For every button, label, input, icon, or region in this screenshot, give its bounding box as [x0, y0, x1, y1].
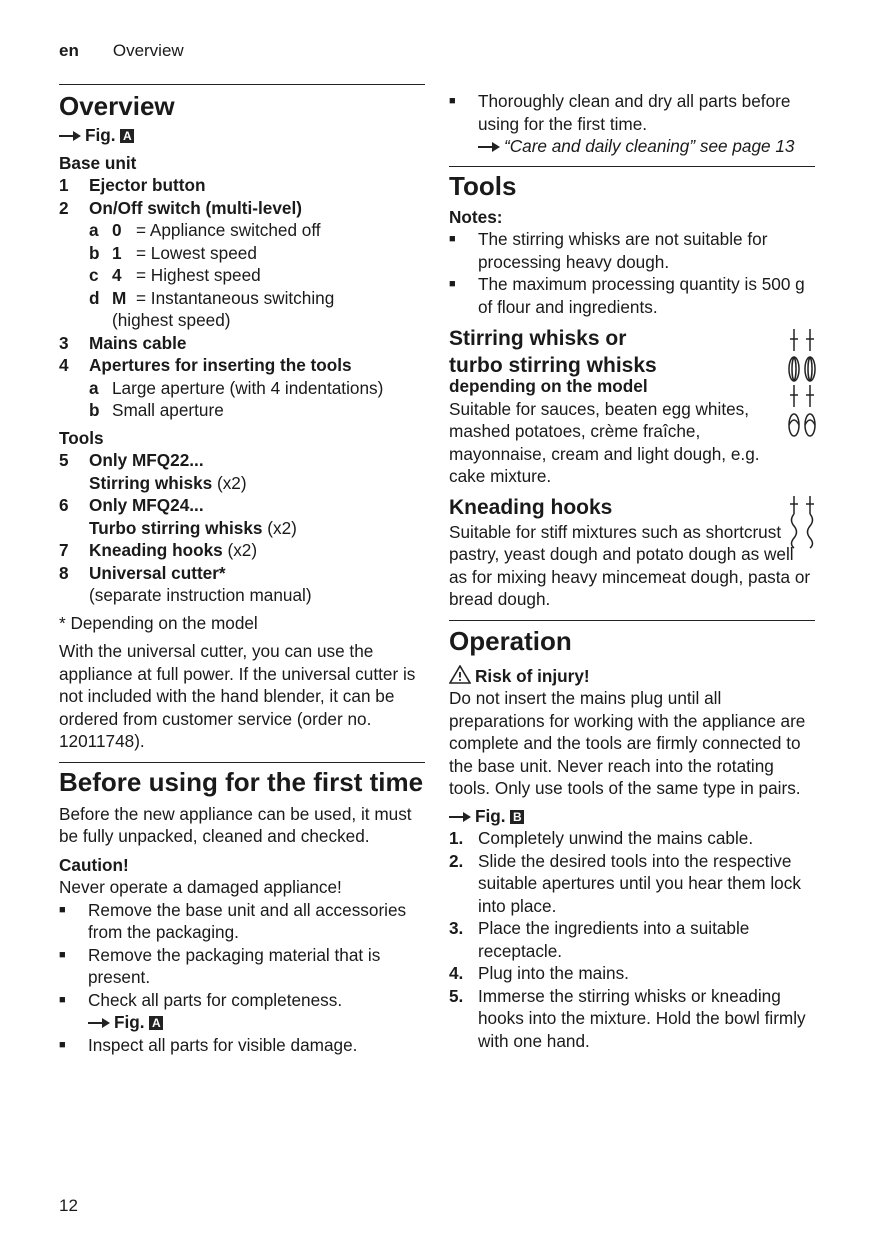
whisks-block: [449, 325, 815, 488]
before-use-section: [59, 762, 425, 1057]
header-section: Overview: [112, 41, 184, 60]
list-item: ■ Check all parts for completeness. Fig. A: [59, 989, 343, 1032]
switch-level: d M = Instantaneous switching: [89, 287, 335, 308]
step-item: 4. Plug into the mains.: [449, 963, 629, 983]
switch-level: c 4 = Highest speed: [89, 265, 261, 285]
operation-section: [449, 620, 815, 1053]
step-item: 2. Slide the desired tools into the respective suitable apertures until you hear them lock into place.: [449, 850, 801, 916]
aperture-item: a Large aperture (with 4 indentations): [89, 377, 384, 398]
warning-text: Do not insert the mains plug until all preparations for working with the appliance are complete and the tools are firmly connected to the base unit. Never reach into the rotating tools. Only use tools of the same type in pairs.: [449, 688, 806, 798]
list-item: 7 Kneading hooks (x2): [59, 540, 258, 560]
operation-title: Operation: [449, 625, 572, 656]
bullet-icon: ■: [449, 278, 456, 290]
fig-a-badge: A: [120, 129, 134, 143]
bullet-icon: ■: [59, 948, 66, 961]
list-item: 3 Mains cable: [59, 332, 187, 353]
tools-title: Tools: [449, 170, 517, 201]
whisk-icon: [785, 329, 819, 439]
hooks-block: [449, 494, 815, 611]
tools-section: [449, 166, 815, 611]
arrow-icon: [88, 1018, 110, 1028]
switch-level-note: (highest speed): [112, 310, 231, 330]
bullet-icon: ■: [449, 95, 456, 107]
list-item: ■ Remove the packaging material that is present.: [59, 944, 381, 987]
list-item: 4 Apertures for inserting the tools: [59, 355, 352, 375]
caution-text: Never operate a damaged appliance!: [59, 877, 342, 897]
switch-level: b 1 = Lowest speed: [89, 242, 257, 263]
before-use-title: Before using for the first time: [59, 766, 424, 797]
footnote: * Depending on the model: [59, 612, 258, 633]
list-item: 5 Only MFQ22... Stirring whisks (x2): [59, 450, 247, 493]
bullet-icon: ■: [59, 903, 66, 916]
page-header: [59, 40, 184, 63]
fig-a-badge: A: [149, 1016, 163, 1030]
list-item: ■ Remove the base unit and all accessories from the packaging.: [59, 899, 407, 942]
list-item: 6 Only MFQ24... Turbo stirring whisks (x2): [59, 495, 297, 538]
warning-heading: Risk of injury!: [449, 665, 815, 688]
arrow-icon: [478, 142, 500, 152]
overview-fig-ref: Fig. A: [59, 124, 425, 147]
aperture-item: b Small aperture: [89, 400, 224, 420]
hooks-title: Kneading hooks: [449, 495, 613, 519]
tools-heading: Tools: [59, 427, 104, 448]
list-item: 2 On/Off switch (multi-level): [59, 197, 302, 218]
list-item: ■ The stirring whisks are not suitable for processing heavy dough.: [449, 229, 768, 272]
universal-cutter-text: With the universal cutter, you can use the appliance at full power. If the universal cutter is not included with the hand blender, it can be ordered from customer service (order no. 12011748).: [59, 641, 416, 751]
cross-reference: “Care and daily cleaning” see page 13: [478, 135, 815, 158]
step-item: 1. Completely unwind the mains cable.: [449, 828, 754, 848]
language-code: en: [59, 41, 79, 60]
whisks-title-1: Stirring whisks or: [449, 327, 627, 350]
list-item: 8 Universal cutter* (separate instruction manual): [59, 562, 312, 605]
fig-b-badge: B: [510, 810, 524, 824]
list-item: ■ Thoroughly clean and dry all parts before using for the first time. “Care and daily cleaning” see page 13: [449, 90, 815, 158]
page-number: 12: [59, 1196, 78, 1215]
fig-ref: Fig. B: [449, 805, 815, 828]
caution-label: Caution!: [59, 854, 129, 875]
notes-label: Notes:: [449, 206, 503, 227]
base-unit-heading: Base unit: [59, 152, 137, 173]
overview-section: [59, 84, 425, 753]
whisks-subtitle: depending on the model: [449, 376, 648, 396]
list-item: ■ The maximum processing quantity is 500 g of flour and ingredients.: [449, 274, 805, 317]
step-item: 3. Place the ingredients into a suitable receptacle.: [449, 918, 750, 961]
switch-level: a 0 = Appliance switched off: [89, 220, 321, 240]
fig-ref: Fig. A: [88, 1011, 342, 1034]
arrow-icon: [59, 131, 81, 141]
hooks-text: Suitable for stiff mixtures such as shortcrust pastry, yeast dough and potato dough as well as for mixing heavy mincemeat dough, pasta or bread dough.: [449, 521, 811, 609]
bullet-icon: ■: [59, 1038, 66, 1051]
left-column: [59, 84, 425, 1056]
list-item: ■ Inspect all parts for visible damage.: [59, 1034, 358, 1055]
right-column: [449, 90, 815, 1052]
before-use-intro: Before the new appliance can be used, it must be fully unpacked, cleaned and checked.: [59, 803, 412, 846]
bullet-icon: ■: [449, 233, 456, 245]
overview-title: Overview: [59, 91, 175, 121]
step-item: 5. Immerse the stirring whisks or kneading hooks into the mixture. Hold the bowl firmly with one hand.: [449, 985, 806, 1051]
warning-icon: [449, 665, 471, 684]
whisks-title-2: turbo stirring whisks: [449, 354, 657, 377]
list-item: 1 Ejector button: [59, 175, 206, 195]
bullet-icon: ■: [59, 993, 66, 1006]
whisks-text: Suitable for sauces, beaten egg whites, mashed potatoes, crème fraîche, mayonnaise, cream and light dough, e.g. cake mixture.: [449, 398, 760, 486]
arrow-icon: [449, 812, 471, 822]
kneading-hook-icon: [785, 496, 819, 552]
